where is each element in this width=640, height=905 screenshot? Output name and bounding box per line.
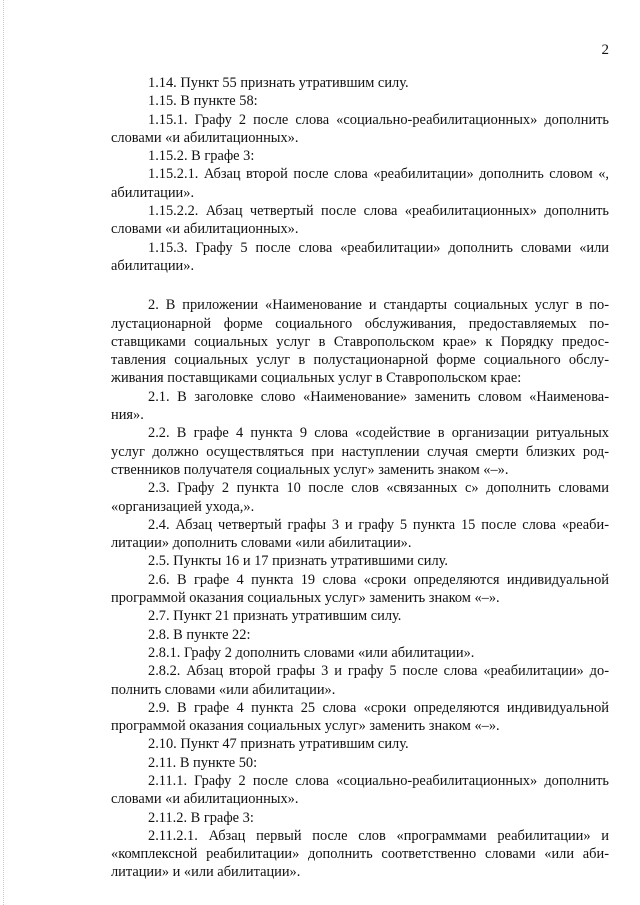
paragraph-2-8: 2.8. В пункте 22: <box>148 626 251 643</box>
page-number: 2 <box>601 42 609 58</box>
document-body <box>111 74 609 882</box>
paragraph-1-15-2-2: 1.15.2.2. Абзац четвертый после слова «реабилитационных» дополнить словами «и абилитационных». <box>111 203 609 238</box>
paragraph-1-15-2: 1.15.2. В графе 3: <box>148 148 255 165</box>
paragraph-2-4: 2.4. Абзац четвертый графы 3 и графу 5 пункта 15 после слова «реабилитации» дополнить словами «или абилитации». <box>111 516 609 552</box>
paragraph-2-11-2-1: 2.11.2.1. Абзац первый после слов «программами реабилитации» и «комплексной реабилитации» дополнить соответственно словами «или абилитации» и «или абилитации». <box>111 827 609 881</box>
scan-margin-line <box>3 0 5 905</box>
paragraph-1-15-2-1: 1.15.2.1. Абзац второй после слова «реабилитации» дополнить словом «, абилитации». <box>111 166 609 201</box>
paragraph-2-10: 2.10. Пункт 47 признать утратившим силу. <box>148 736 409 753</box>
paragraph-2-8-2: 2.8.2. Абзац второй графы 3 и графу 5 после слова «реабилитации» дополнить словами «или абилитации». <box>111 663 609 698</box>
paragraph-2-1: 2.1. В заголовке слово «Наименование» заменить словом «Наименования». <box>111 388 609 424</box>
paragraph-1-15-3: 1.15.3. Графу 5 после слова «реабилитации» дополнить словами «или абилитации». <box>111 239 609 274</box>
paragraph-2-7: 2.7. Пункт 21 признать утратившим силу. <box>148 608 402 625</box>
paragraph-2: 2. В приложении «Наименование и стандарты социальных услуг в полустационарной форме социального обслуживания, предоставляемых поставщиками социальных услуг в Ставропольском крае» к Порядку предоставления социальных услуг в полустационарной форме социального обслуживания поставщиками социальных услуг в Ставропольском крае: <box>111 297 609 387</box>
paragraph-2-5: 2.5. Пункты 16 и 17 признать утратившими силу. <box>148 553 449 570</box>
section-gap <box>111 275 609 296</box>
paragraph-1-15: 1.15. В пункте 58: <box>148 93 258 110</box>
paragraph-2-11-2: 2.11.2. В графе 3: <box>148 809 254 826</box>
paragraph-2-11-1: 2.11.1. Графу 2 после слова «социально-реабилитационных» дополнить словами «и абилитационных». <box>111 772 609 808</box>
paragraph-2-3: 2.3. Графу 2 пункта 10 после слов «связанных с» дополнить словами «организацией ухода,». <box>111 480 609 515</box>
paragraph-2-6: 2.6. В графе 4 пункта 19 слова «сроки определяются индивидуальной программой оказания социальных услуг» заменить знаком «–». <box>111 571 609 607</box>
paragraph-2-9: 2.9. В графе 4 пункта 25 слова «сроки определяются индивидуальной программой оказания социальных услуг» заменить знаком «–». <box>111 699 609 735</box>
paragraph-2-8-1: 2.8.1. Графу 2 дополнить словами «или абилитации». <box>148 644 475 661</box>
paragraph-1-15-1: 1.15.1. Графу 2 после слова «социально-реабилитационных» дополнить словами «и абилитационных». <box>111 111 609 146</box>
paragraph-2-2: 2.2. В графе 4 пункта 9 слова «содействие в организации ритуальных услуг должно осуществляться при наступлении случая смерти близких родственников получателя социальных услуг» заменить знаком «–». <box>111 425 609 478</box>
paragraph-2-11: 2.11. В пункте 50: <box>148 754 258 771</box>
paragraph-1-14: 1.14. Пункт 55 признать утратившим силу. <box>148 75 409 91</box>
